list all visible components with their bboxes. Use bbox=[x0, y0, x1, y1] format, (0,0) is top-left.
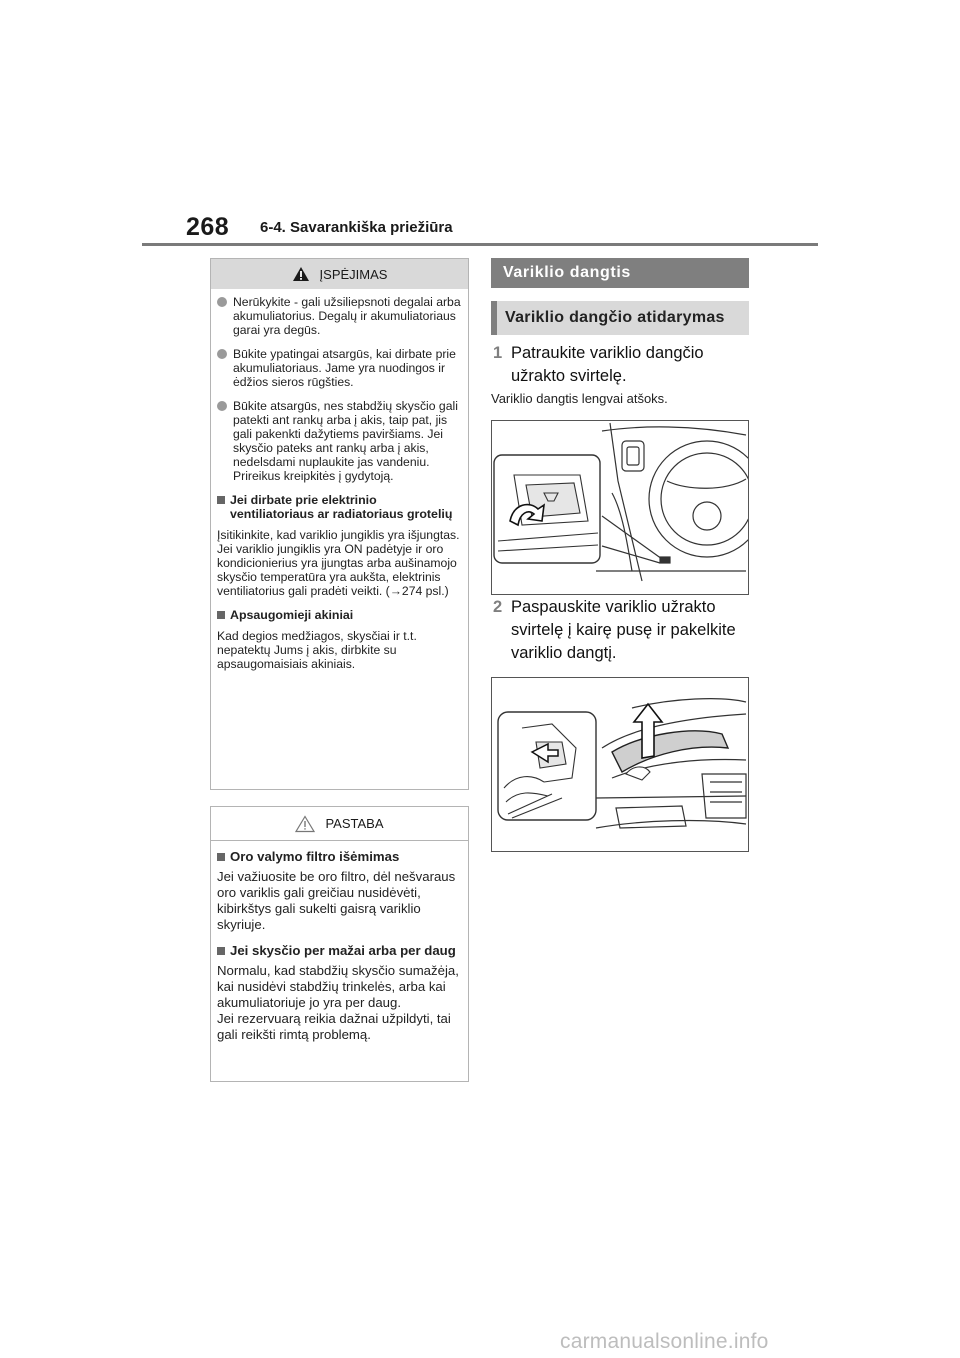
header-rule bbox=[142, 243, 818, 246]
step-2 bbox=[493, 596, 748, 665]
note-subheading-text: Oro valymo filtro išėmimas bbox=[230, 849, 400, 864]
note-paragraph: Normalu, kad stabdžių skysčio sumažėja, kai nusidėvi stabdžių trinkelės, arba kai akumuliatoriuje jo yra per daug. Jei rezervuarą reikia dažnai užpildyti, tai gali reikšti rimtą problemą. bbox=[217, 963, 459, 1042]
warning-paragraph: Įsitikinkite, kad variklio jungiklis yra išjungtas. Jei variklio jungiklis yra ON padėtyje ir oro kondicionierius yra įjungtas arba aušinamojo skysčio temperatūra yra aukšta, elektrinis ventiliatorius gali pradėti veikti. (→274 psl.) bbox=[217, 528, 460, 598]
warning-subheading-text: Jei dirbate prie elektrinio ventiliatoriaus ar radiatoriaus grotelių bbox=[230, 493, 453, 521]
warning-bullet-text: Būkite atsargūs, nes stabdžių skysčio gali patekti ant rankų arba į akis, taip pat, jis gali pakenkti dažytiems paviršiams. Jei skysčio pateks ant rankų arba į akis, nedelsdami nuplaukite jas vandeniu. Prireikus kreipkitės į gydytoją. bbox=[233, 399, 458, 483]
subsection-banner: Variklio dangčio atidarymas bbox=[491, 301, 749, 335]
note-subheading-text: Jei skysčio per mažai arba per daug bbox=[230, 943, 456, 958]
warning-bullet bbox=[217, 399, 462, 483]
caution-triangle-icon bbox=[295, 815, 315, 833]
square-bullet-icon bbox=[217, 853, 225, 861]
warning-paragraph: Kad degios medžiagos, skysčiai ir t.t. nepatektų Jums į akis, dirbkite su apsaugomaisiais akiniais. bbox=[217, 629, 417, 671]
warning-triangle-icon bbox=[292, 266, 310, 282]
warning-subheading-text: Apsaugomieji akiniai bbox=[230, 608, 354, 622]
square-bullet-icon bbox=[217, 947, 225, 955]
step-text: Patraukite variklio dangčio užrakto svirtelę. bbox=[511, 344, 704, 385]
warning-box bbox=[210, 258, 469, 790]
note-paragraph: Jei važiuosite be oro filtro, dėl nešvaraus oro variklis gali greičiau nusidėvėti, kibirkštys gali sukelti gaisrą variklio skyriuje. bbox=[217, 869, 456, 932]
bullet-dot-icon bbox=[217, 297, 227, 307]
bullet-dot-icon bbox=[217, 349, 227, 359]
warning-bullet-text: Būkite ypatingai atsargūs, kai dirbate prie akumuliatoriaus. Jame yra nuodingos ir ėdžios sieros rūgšties. bbox=[233, 347, 456, 389]
square-bullet-icon bbox=[217, 496, 225, 504]
note-body bbox=[211, 841, 468, 1043]
square-bullet-icon bbox=[217, 611, 225, 619]
hood-release-drawing bbox=[492, 421, 748, 594]
hood-release-illustration bbox=[491, 420, 749, 595]
warning-bullet-text: Nerūkykite - gali užsiliepsnoti degalai arba akumuliatorius. Degalų ir akumuliatoriaus garai yra degūs. bbox=[233, 295, 461, 337]
warning-subheading bbox=[217, 608, 462, 622]
step-1 bbox=[493, 342, 748, 388]
section-title: 6-4. Savarankiška priežiūra bbox=[260, 219, 453, 236]
section-banner: Variklio dangtis bbox=[491, 258, 749, 288]
step-text: Paspauskite variklio užrakto svirtelę į kairę pusę ir pakelkite variklio dangtį. bbox=[511, 598, 736, 662]
note-title: PASTABA bbox=[325, 816, 384, 831]
step-1-note: Variklio dangtis lengvai atšoks. bbox=[491, 391, 668, 406]
note-header bbox=[211, 807, 468, 841]
hood-lift-drawing bbox=[492, 678, 748, 851]
warning-header bbox=[211, 259, 468, 289]
warning-bullet bbox=[217, 347, 462, 389]
bullet-dot-icon bbox=[217, 401, 227, 411]
note-subheading bbox=[217, 943, 462, 959]
step-number: 2 bbox=[493, 598, 503, 616]
step-number: 1 bbox=[493, 344, 503, 362]
note-box bbox=[210, 806, 469, 1082]
hood-lift-illustration bbox=[491, 677, 749, 852]
warning-title: ĮSPĖJIMAS bbox=[319, 266, 388, 282]
warning-subheading bbox=[217, 493, 462, 521]
page-number: 268 bbox=[186, 213, 230, 241]
footer-watermark: carmanualsonline.info bbox=[560, 1330, 769, 1353]
warning-body bbox=[211, 289, 468, 671]
warning-bullet bbox=[217, 295, 462, 337]
note-subheading bbox=[217, 849, 462, 865]
